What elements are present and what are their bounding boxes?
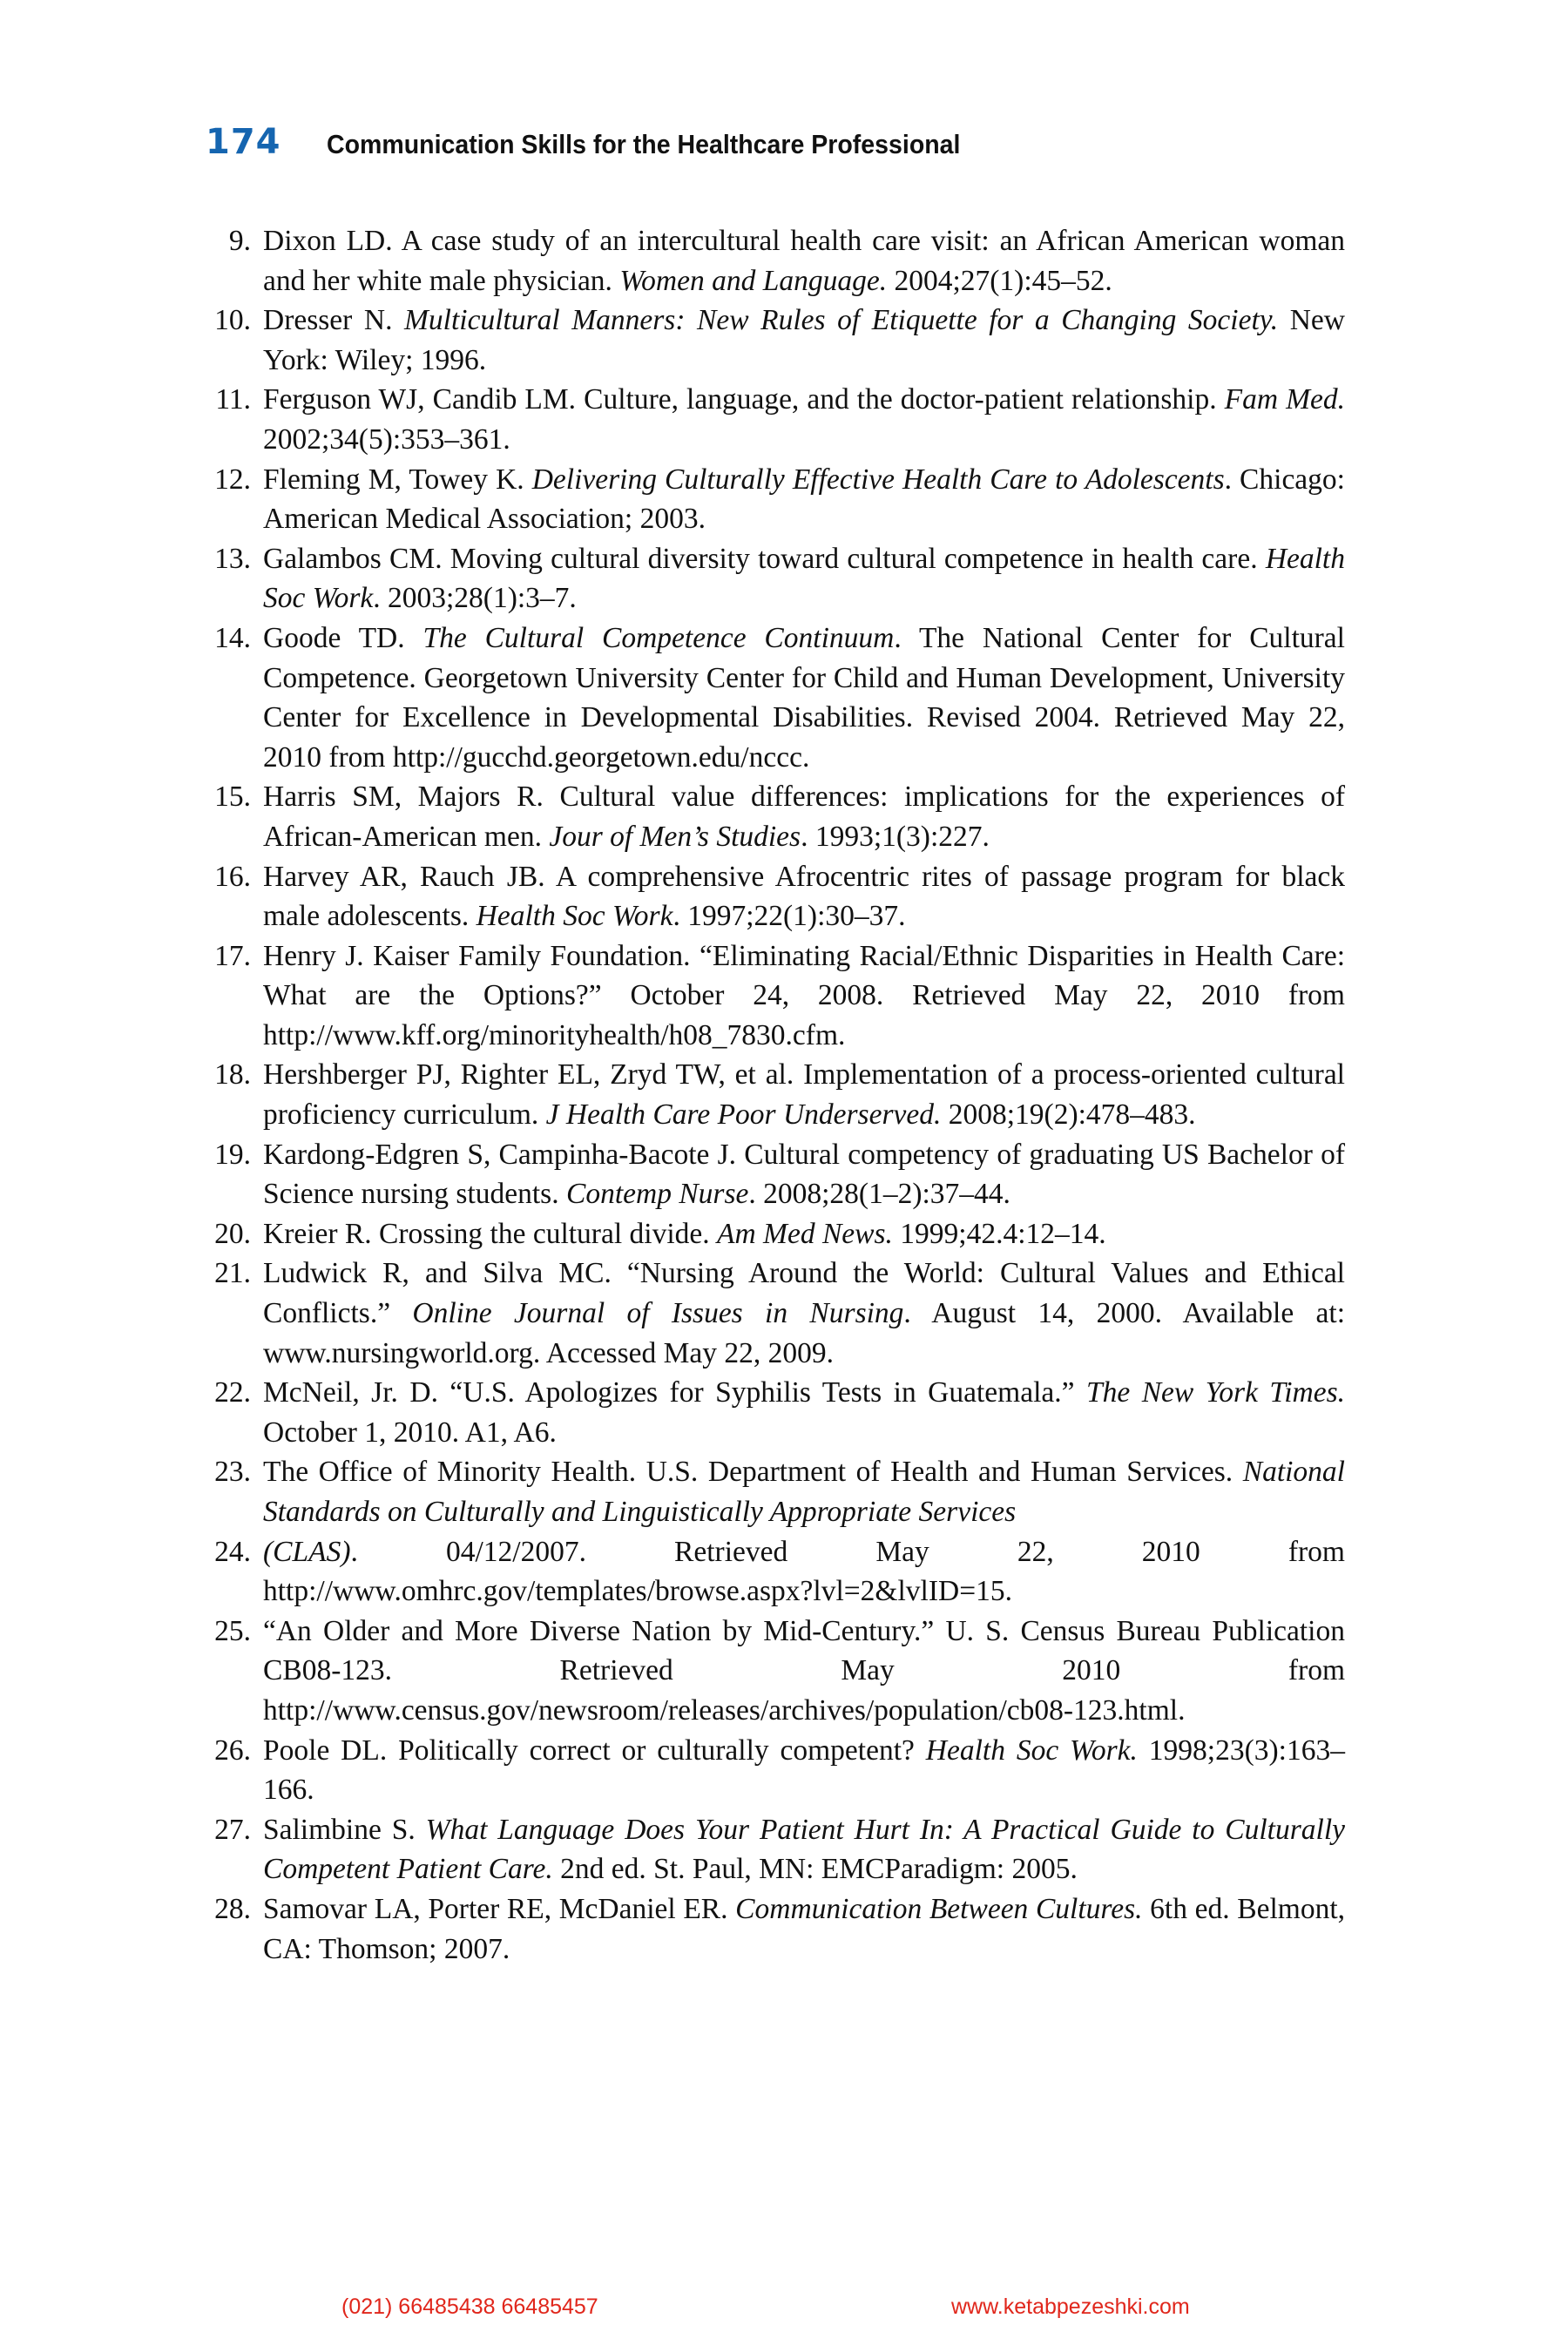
reference-item [202, 1135, 1345, 1214]
reference-segment: Kardong-Edgren S, Campinha-Bacote J. Cultural competency of graduating US Bachelor of Science nursing students. [263, 1138, 1345, 1211]
reference-italic-title: Online Journal of Issues in Nursing [412, 1297, 904, 1330]
reference-segment: Poole DL. Politically correct or culturally competent? [263, 1734, 926, 1767]
reference-text [263, 1254, 1345, 1373]
reference-italic-title: Women and Language. [619, 264, 888, 297]
reference-segment: Dixon LD. A case study of an intercultural health care visit: an African American woman and her white male physician. [263, 225, 1345, 297]
reference-text [263, 857, 1345, 936]
reference-item [202, 380, 1345, 459]
reference-text [263, 1889, 1345, 1969]
reference-number: 16. [214, 860, 251, 893]
reference-segment: New York: Wiley; 1996. [263, 304, 1345, 376]
reference-italic-title: Am Med News. [717, 1217, 893, 1250]
reference-segment: 1999;42.4:12–14. [892, 1217, 1106, 1250]
running-title: Communication Skills for the Healthcare Professional [326, 129, 960, 159]
reference-item [202, 857, 1345, 936]
reference-segment: Harvey AR, Rauch JB. A comprehensive Afrocentric rites of passage program for black male adolescents. [263, 860, 1345, 933]
reference-text [263, 301, 1345, 380]
reference-segment: Harris SM, Majors R. Cultural value differences: implications for the experiences of African-American men. [263, 781, 1345, 853]
reference-number: 24. [214, 1535, 251, 1568]
reference-italic-title: Health Soc Work [263, 542, 1345, 615]
reference-item [202, 1214, 1345, 1254]
reference-italic-title: National Standards on Culturally and Linguistically Appropriate Services [263, 1456, 1345, 1528]
reference-text [263, 1731, 1345, 1810]
reference-segment: 2002;34(5):353–361. [263, 422, 510, 456]
reference-italic-title: Health Soc Work. [925, 1734, 1138, 1767]
reference-item [202, 1810, 1345, 1889]
reference-number: 19. [214, 1138, 251, 1171]
reference-number: 13. [214, 542, 251, 575]
reference-segment: Henry J. Kaiser Family Foundation. “Eliminating Racial/Ethnic Disparities in Health Care: What are the Options?” October 24, 2008. Retrieved May 22, 2010 from http://www.kff.org/minorityhealth/h08_7830.cfm. [263, 939, 1345, 1051]
reference-text [263, 1612, 1345, 1731]
reference-item [202, 1055, 1345, 1134]
reference-number: 21. [214, 1257, 251, 1290]
reference-item [202, 1373, 1345, 1452]
reference-segment: 2004;27(1):45–52. [887, 264, 1112, 297]
reference-text [263, 1810, 1345, 1889]
reference-text [263, 539, 1345, 618]
reference-segment: Goode TD. [263, 621, 423, 654]
reference-segment: 6th ed. Belmont, CA: Thomson; 2007. [263, 1892, 1345, 1965]
reference-text [263, 936, 1345, 1056]
reference-segment: Salimbine S. [263, 1813, 426, 1846]
reference-item [202, 936, 1345, 1056]
reference-italic-title: Jour of Men’s Studies [549, 820, 801, 853]
page-number: 174 [206, 122, 281, 162]
reference-italic-title: Communication Between Cultures. [735, 1892, 1143, 1925]
reference-italic-title: J Health Care Poor Underserved. [545, 1098, 942, 1132]
reference-italic-title: (CLAS) [263, 1535, 351, 1568]
reference-segment: 2008;19(2):478–483. [941, 1098, 1196, 1132]
reference-segment: Hershberger PJ, Righter EL, Zryd TW, et al. Implementation of a process-oriented cultural proficiency curriculum. [263, 1058, 1345, 1132]
reference-segment: 2nd ed. St. Paul, MN: EMCParadigm: 2005. [552, 1853, 1078, 1886]
reference-number: 12. [214, 463, 251, 496]
reference-number: 20. [214, 1217, 251, 1250]
reference-number: 14. [214, 621, 251, 654]
reference-item [202, 1612, 1345, 1731]
reference-segment: Ludwick R, and Silva MC. “Nursing Around the World: Cultural Values and Ethical Conflicts.” [263, 1257, 1345, 1330]
reference-segment: . 1997;22(1):30–37. [672, 900, 906, 933]
reference-number: 9. [228, 225, 251, 257]
reference-text [263, 1373, 1345, 1452]
reference-number: 28. [214, 1892, 251, 1925]
reference-number: 15. [214, 781, 251, 814]
reference-segment: Kreier R. Crossing the cultural divide. [263, 1217, 718, 1250]
reference-segment: October 1, 2010. A1, A6. [263, 1416, 557, 1449]
reference-segment: . The National Center for Cultural Competence. Georgetown University Center for Child and Human Development, University Center for Excellence in Developmental Disabilities. Revised 2004. Retrieved May 22, 2010 from http://gucchd.georgetown.edu/nccc. [263, 621, 1345, 774]
reference-text [263, 1135, 1345, 1214]
reference-number: 22. [214, 1376, 251, 1409]
reference-italic-title: Health Soc Work [476, 900, 673, 933]
reference-number: 11. [215, 383, 251, 416]
reference-list [202, 221, 1345, 1969]
reference-text [263, 1532, 1345, 1612]
reference-segment: . 04/12/2007. Retrieved May 22, 2010 from http://www.omhrc.gov/templates/browse.aspx?lvl=2&lvlID=15. [263, 1535, 1345, 1608]
reference-number: 25. [214, 1614, 251, 1647]
reference-item [202, 777, 1345, 856]
reference-number: 27. [214, 1813, 251, 1846]
reference-item [202, 1889, 1345, 1969]
reference-italic-title: The Cultural Competence Continuum [422, 621, 895, 654]
footer-phone: (021) 66485438 66485457 [341, 2295, 598, 2319]
reference-number: 26. [214, 1734, 251, 1767]
reference-segment: . August 14, 2000. Available at: www.nursingworld.org. Accessed May 22, 2009. [263, 1297, 1345, 1369]
reference-text [263, 777, 1345, 856]
reference-number: 18. [214, 1058, 251, 1092]
reference-text [263, 460, 1345, 539]
reference-italic-title: Contemp Nurse [565, 1178, 749, 1211]
reference-item [202, 460, 1345, 539]
reference-item [202, 1452, 1345, 1531]
reference-number: 10. [214, 304, 251, 337]
reference-italic-title: What Language Does Your Patient Hurt In: A Practical Guide to Culturally Competent Patient Care. [263, 1813, 1345, 1886]
reference-text [263, 221, 1345, 301]
reference-item [202, 1254, 1345, 1373]
reference-segment: . 1993;1(3):227. [801, 820, 990, 853]
reference-item [202, 301, 1345, 380]
reference-item [202, 1532, 1345, 1612]
reference-text [263, 1214, 1345, 1254]
reference-italic-title: The New York Times. [1085, 1376, 1345, 1409]
page-header [206, 122, 1015, 174]
reference-item [202, 539, 1345, 618]
reference-item [202, 1731, 1345, 1810]
reference-segment: McNeil, Jr. D. “U.S. Apologizes for Syphilis Tests in Guatemala.” [263, 1376, 1086, 1409]
reference-segment: “An Older and More Diverse Nation by Mid-Century.” U. S. Census Bureau Publication CB08-123. Retrieved May 2010 from http://www.census.gov/newsroom/releases/archives/population/cb08-123.html. [263, 1614, 1345, 1727]
reference-segment: 1998;23(3):163–166. [263, 1734, 1345, 1807]
reference-segment: Fleming M, Towey K. [263, 463, 532, 496]
reference-segment: The Office of Minority Health. U.S. Department of Health and Human Services. [263, 1456, 1243, 1489]
reference-number: 23. [214, 1456, 251, 1489]
reference-italic-title: Multicultural Manners: New Rules of Etiquette for a Changing Society. [404, 304, 1279, 337]
reference-item [202, 221, 1345, 301]
reference-segment: Samovar LA, Porter RE, McDaniel ER. [263, 1892, 736, 1925]
reference-text [263, 618, 1345, 777]
reference-segment: . 2008;28(1–2):37–44. [748, 1178, 1010, 1211]
reference-number: 17. [214, 939, 251, 972]
reference-text [263, 1452, 1345, 1531]
reference-segment: Dresser N. [263, 304, 405, 337]
reference-segment: Ferguson WJ, Candib LM. Culture, language, and the doctor-patient relationship. [263, 383, 1225, 416]
reference-item [202, 618, 1345, 777]
reference-text [263, 1055, 1345, 1134]
reference-segment: Galambos CM. Moving cultural diversity toward cultural competence in health care. [263, 542, 1266, 575]
footer-website[interactable]: www.ketabpezeshki.com [951, 2295, 1190, 2319]
reference-italic-title: Fam Med. [1224, 383, 1345, 416]
reference-segment: . Chicago: American Medical Association; 2003. [263, 463, 1345, 536]
reference-text [263, 380, 1345, 459]
reference-segment: . 2003;28(1):3–7. [373, 582, 577, 615]
reference-italic-title: Delivering Culturally Effective Health Care to Adolescents [531, 463, 1225, 496]
